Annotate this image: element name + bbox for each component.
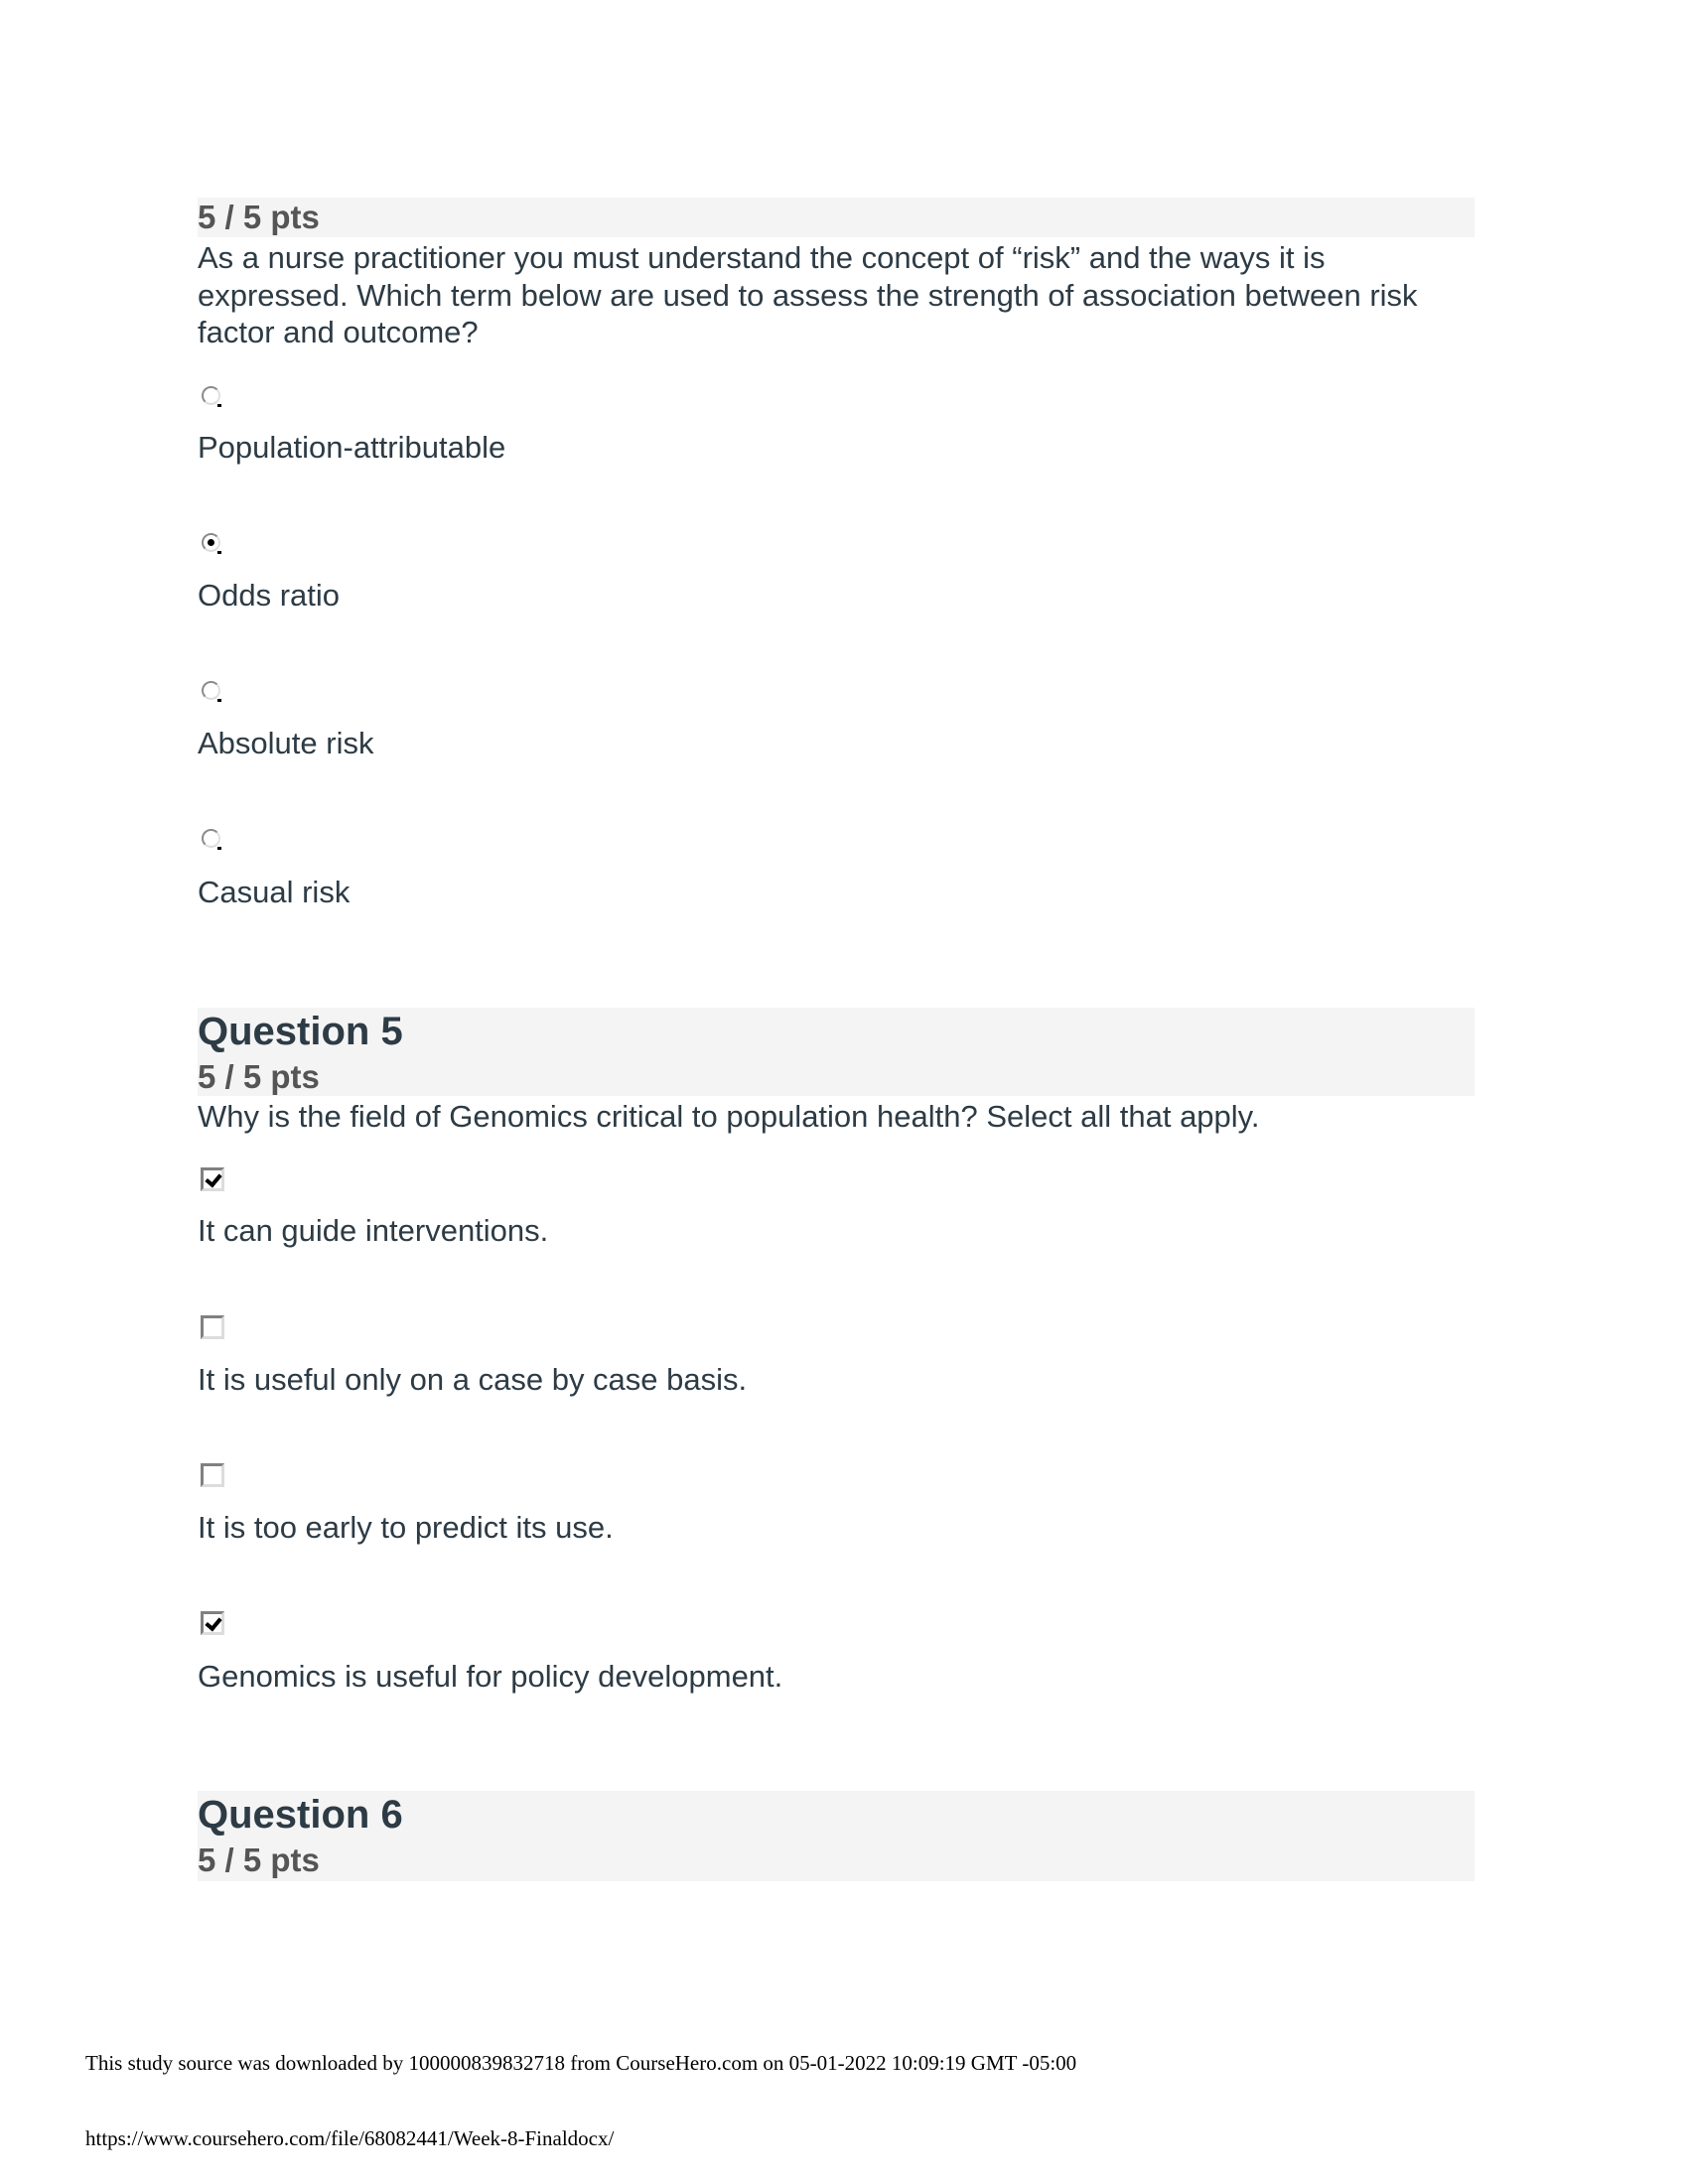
checkbox-option-3[interactable] <box>201 1463 224 1487</box>
question-5-points: 5 / 5 pts <box>198 1058 320 1095</box>
option-label: Absolute risk <box>198 726 374 760</box>
question-5-title: Question 5 <box>198 1010 403 1053</box>
question-4-text: As a nurse practitioner you must understand the concept of “risk” and the ways it is expressed. Which term below are used to assess the strength of association between risk factor and outcome? <box>198 240 1418 349</box>
radio-option-3[interactable] <box>202 681 220 700</box>
download-notice: This study source was downloaded by 100000839832718 from CourseHero.com on 05-01-2022 10:09:19 GMT -05:00 <box>85 2051 1077 2075</box>
question-6-points: 5 / 5 pts <box>198 1842 320 1878</box>
option-label: It can guide interventions. <box>198 1213 549 1248</box>
source-url[interactable]: https://www.coursehero.com/file/68082441/Week-8-Finaldocx/ <box>85 2126 615 2150</box>
question-4-header <box>198 198 1475 237</box>
radio-option-2-selected[interactable] <box>202 533 220 552</box>
checkbox-option-2[interactable] <box>201 1315 224 1339</box>
option-label: Casual risk <box>198 875 351 909</box>
option-label: Population-attributable <box>198 430 506 465</box>
question-6-title: Question 6 <box>198 1793 403 1837</box>
option-label: It is too early to predict its use. <box>198 1510 614 1545</box>
radio-option-1[interactable] <box>202 386 220 405</box>
option-label: It is useful only on a case by case basis. <box>198 1362 748 1397</box>
checkbox-option-1-checked[interactable] <box>201 1167 224 1191</box>
question-4-points: 5 / 5 pts <box>198 199 320 235</box>
checkbox-option-4-checked[interactable] <box>201 1611 224 1635</box>
option-label: Genomics is useful for policy development. <box>198 1659 783 1694</box>
option-label: Odds ratio <box>198 578 341 613</box>
radio-option-4[interactable] <box>202 829 220 848</box>
question-5-text: Why is the field of Genomics critical to population health? Select all that apply. <box>198 1099 1260 1134</box>
